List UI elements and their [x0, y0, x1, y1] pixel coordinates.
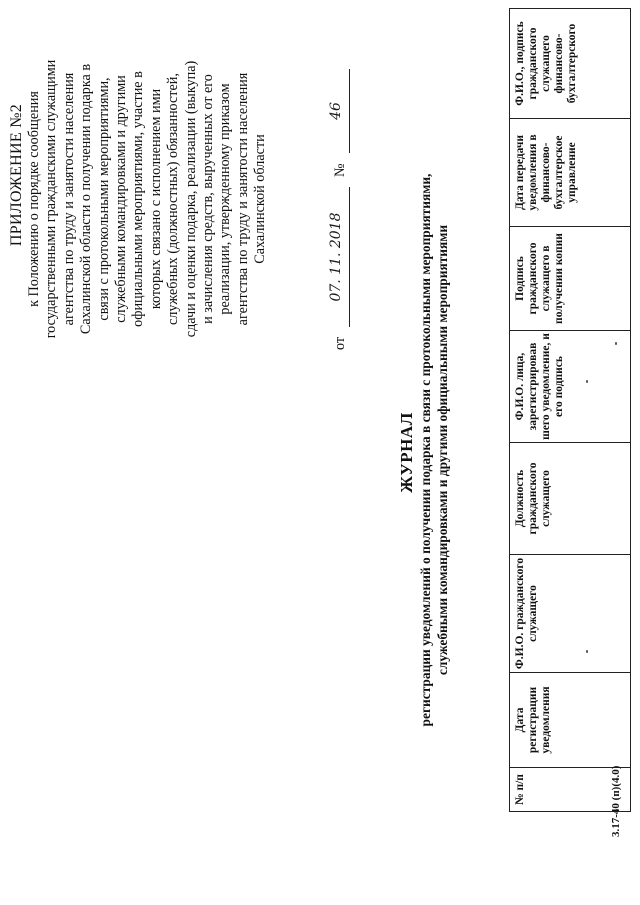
journal-subtitle [417, 55, 451, 845]
appendix-title: ПРИЛОЖЕНИЕ №2 [8, 103, 25, 247]
appendix-line: связи с протокольными мероприятиями, [95, 77, 112, 321]
appendix-line: официальными мероприятиями, участие в [130, 71, 147, 327]
appendix-line: агентства по труду и занятости населения [234, 72, 251, 326]
appendix-line: сдачи и оценки подарка, реализации (выкупа) [182, 60, 199, 338]
column-header: Ф.И.О. лица, зарегистрировав шего уведомление, и его подпись [510, 331, 631, 443]
appendix-date-line [328, 15, 354, 375]
appendix-line: агентства по труду и занятости населения [60, 72, 77, 326]
appendix-line: государственными гражданскими служащими [43, 59, 60, 339]
form-code: 3.17-40 (п)(4.0) [610, 765, 622, 837]
scan-speck [586, 650, 588, 653]
journal-table [509, 8, 631, 812]
date-handwritten: 07. 11. 2018 [328, 187, 350, 327]
scan-speck [586, 380, 588, 383]
scan-speck [615, 342, 617, 345]
appendix-line: служебными командировками и другими [113, 75, 130, 323]
column-header: Ф.И.О. гражданского служащего [510, 555, 631, 673]
appendix-line: служебных (должностных) обязанностей, [165, 73, 182, 325]
journal-subtitle-line: служебными командировками и другими официальными мероприятиями [435, 224, 450, 676]
column-header: Ф.И.О., подпись гражданского служащего финансово-бухгалтерского [510, 9, 631, 119]
column-header: Дата регистрации уведомления [510, 673, 631, 768]
number-handwritten: 46 [328, 69, 350, 153]
appendix-text [26, 13, 270, 385]
column-header: Дата передачи уведомления в финансово-бухгалтерское управление [510, 119, 631, 227]
column-header: Должность гражданского служащего [510, 443, 631, 555]
appendix-line: Сахалинской области [252, 134, 269, 264]
date-prefix: от [332, 336, 348, 350]
appendix-line: Сахалинской области о получении подарка в [78, 63, 95, 335]
appendix-line: и зачисления средств, вырученных от его [200, 74, 217, 324]
table-header-row [510, 9, 631, 812]
appendix-line: которых связано с исполнением ими [147, 88, 164, 310]
number-prefix: № [332, 163, 348, 177]
column-header: № п/п [510, 768, 631, 812]
appendix-line: реализации, утвержденному приказом [217, 83, 234, 315]
journal-subtitle-line: регистрации уведомлений о получении подарка в связи с протокольными мероприятиями, [418, 173, 433, 727]
journal-title: ЖУРНАЛ [397, 412, 416, 493]
column-header: Подпись гражданского служащего в получении копии [510, 227, 631, 331]
appendix-line: к Положению о порядке сообщения [26, 91, 42, 307]
